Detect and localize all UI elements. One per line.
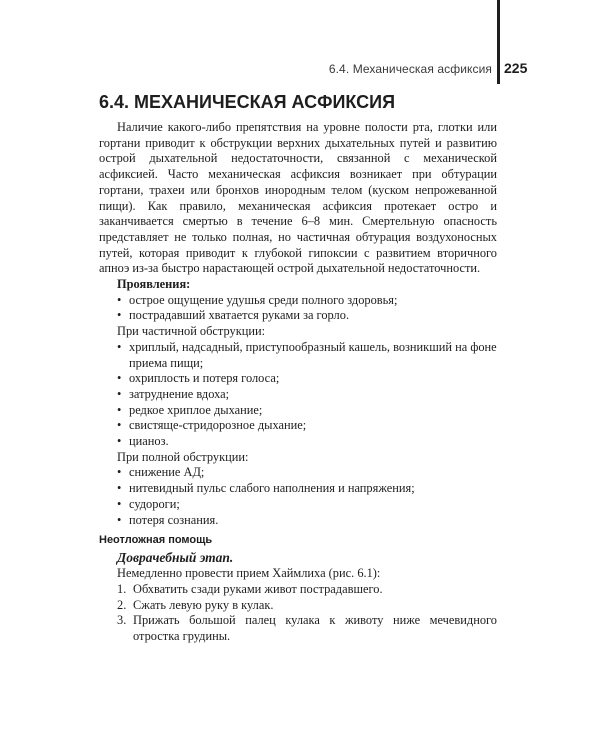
list-item: • нитевидный пульс слабого наполнения и напряжения; xyxy=(117,481,497,497)
list-item xyxy=(117,582,497,598)
list-item: • редкое хриплое дыхание; xyxy=(117,403,497,419)
step-text: Сжать левую руку в кулак. xyxy=(133,597,274,612)
partial-obstruction-heading: При частичной обструкции: xyxy=(117,324,266,339)
prehospital-stage-heading: Доврачебный этап. xyxy=(117,550,234,566)
list-item: • охриплость и потеря голоса; xyxy=(117,371,497,387)
step-number: 3. xyxy=(117,613,127,628)
list-item xyxy=(117,598,497,614)
list-item: • пострадавший хватается руками за горло. xyxy=(117,308,497,324)
general-symptoms-list xyxy=(99,293,497,324)
full-symptoms-list xyxy=(99,465,497,528)
step-number: 1. xyxy=(117,581,127,596)
manifestations-heading: Проявления: xyxy=(117,277,191,292)
header-vertical-rule xyxy=(497,0,500,84)
list-item: • затруднение вдоха; xyxy=(117,387,497,403)
step-text: Обхватить сзади руками живот пострадавшего. xyxy=(133,581,383,596)
step-number: 2. xyxy=(117,597,127,612)
list-item: • свистяще-стридорозное дыхание; xyxy=(117,418,497,434)
partial-symptoms-list xyxy=(99,340,497,450)
list-item: • цианоз. xyxy=(117,434,497,450)
heimlich-lead: Немедленно провести прием Хаймлиха (рис. 6.1): xyxy=(117,566,381,581)
list-item: • острое ощущение удушья среди полного здоровья; xyxy=(117,293,497,309)
emergency-care-heading: Неотложная помощь xyxy=(99,534,213,547)
list-item xyxy=(117,613,497,644)
list-item: • судороги; xyxy=(117,497,497,513)
heimlich-steps-list xyxy=(99,582,497,645)
step-text: Прижать большой палец кулака к животу ниже мечевидного отростка грудины. xyxy=(133,613,497,644)
section-title: 6.4. МЕХАНИЧЕСКАЯ АСФИКСИЯ xyxy=(99,92,396,112)
page-number: 225 xyxy=(504,60,528,76)
full-obstruction-heading: При полной обструкции: xyxy=(117,449,249,464)
list-item: • снижение АД; xyxy=(117,465,497,481)
list-item: • хриплый, надсадный, приступообразный кашель, возникший на фоне приема пищи; xyxy=(117,340,497,371)
page-body xyxy=(99,120,497,645)
running-header: 6.4. Механическая асфиксия xyxy=(328,62,492,76)
list-item: • потеря сознания. xyxy=(117,513,497,529)
intro-paragraph: Наличие какого-либо препятствия на уровне полости рта, глотки или гортани приводит к обструкции верхних дыхательных путей и развитию острой дыхательной недостаточности, связанной с механической асфиксией. Часто механическая асфиксия возникает при обтурации гортани, трахеи или бронхов инородным телом (куском непрожеванной пищи). Как правило, механическая асфиксия протекает остро и заканчивается смертью в течение 6–8 мин. Смертельную опасность представляет не только полная, но частичная обтурация воздухоносных путей, которая приводит к глубокой гипоксии с развитием вторичного апноэ из-за быстро нарастающей острой дыхательной недостаточности. xyxy=(99,120,497,276)
